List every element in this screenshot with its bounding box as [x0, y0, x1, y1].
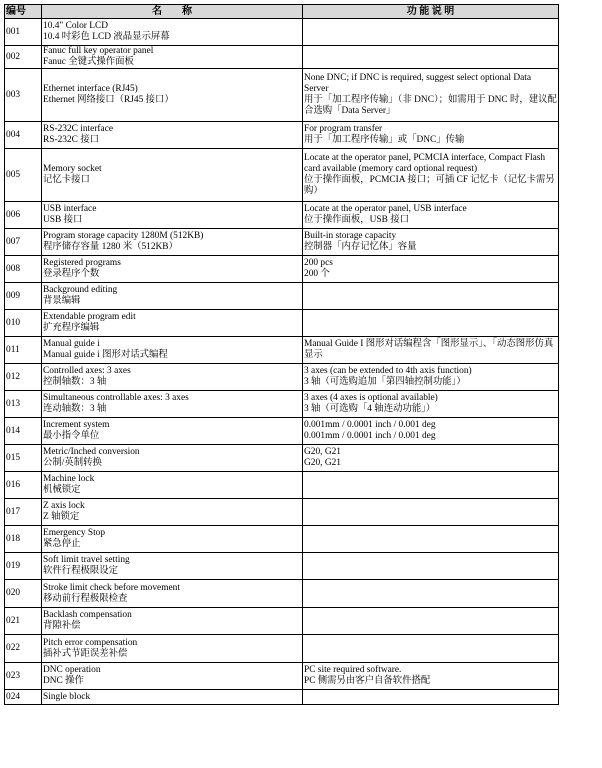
item-name-cell	[42, 69, 303, 122]
row-number: 002	[5, 46, 42, 69]
function-cell	[303, 122, 559, 149]
item-name-line: 机械锁定	[43, 485, 81, 495]
table-row	[5, 472, 559, 499]
item-name-line: 10.4 吋彩色 LCD 液晶显示屏幕	[43, 32, 170, 42]
item-name-line: Backlash compensation	[43, 610, 132, 620]
item-name-line: RS-232C 接口	[43, 135, 99, 145]
row-number: 021	[5, 608, 42, 635]
table-row	[5, 391, 559, 418]
item-name-cell	[42, 663, 303, 690]
table-row	[5, 283, 559, 310]
function-cell	[303, 149, 559, 202]
item-name-cell	[42, 635, 303, 663]
function-line: For program transfer	[304, 124, 383, 134]
item-name-line: 背景编辑	[43, 296, 81, 306]
row-number: 012	[5, 364, 42, 391]
header-name: 名 称	[42, 5, 303, 19]
item-name-line: 连动轴数：3 轴	[43, 404, 107, 414]
row-number: 020	[5, 580, 42, 608]
item-name-line: 扩充程序编辑	[43, 323, 100, 333]
item-name-line: Background editing	[43, 285, 118, 295]
table-row	[5, 256, 559, 283]
item-name-cell	[42, 364, 303, 391]
item-name-cell	[42, 391, 303, 418]
item-name-line: RS-232C interface	[43, 124, 114, 134]
item-name-line: DNC 操作	[43, 676, 84, 686]
function-cell	[303, 499, 559, 526]
item-name-cell	[42, 337, 303, 364]
function-cell	[303, 310, 559, 337]
item-name-cell	[42, 256, 303, 283]
function-line: None DNC; if DNC is required, suggest select optional Data Server	[304, 73, 532, 94]
item-name-line: Single block	[43, 691, 91, 702]
item-name-cell	[42, 202, 303, 229]
function-cell	[303, 635, 559, 663]
function-cell	[303, 608, 559, 635]
row-number: 008	[5, 256, 42, 283]
table-row	[5, 499, 559, 526]
item-name-line: 软件行程极限设定	[43, 566, 119, 576]
item-name-line: Stroke limit check before movement	[43, 582, 180, 593]
row-number: 009	[5, 283, 42, 310]
header-function: 功 能 说 明	[303, 5, 559, 19]
item-name-line: Z 轴锁定	[43, 512, 80, 522]
function-line: 200 pcs	[304, 258, 333, 268]
function-cell	[303, 69, 559, 122]
row-number: 015	[5, 445, 42, 472]
table-row	[5, 526, 559, 553]
item-name-cell	[42, 46, 303, 69]
item-name-line: 控制轴数：3 轴	[43, 377, 107, 387]
item-name-line: Registered programs	[43, 258, 121, 268]
item-name-cell	[42, 526, 303, 553]
table-row	[5, 418, 559, 445]
item-name-line: Memory socket	[43, 164, 102, 174]
item-name-line: 公制/英制转换	[43, 458, 102, 468]
function-line: G20, G21	[304, 447, 341, 457]
function-line: 3 轴（可选购追加「第四轴控制功能」）	[304, 377, 466, 387]
table-row	[5, 608, 559, 635]
function-cell	[303, 553, 559, 580]
function-cell	[303, 391, 559, 418]
item-name-line: Manual guide i	[43, 339, 100, 349]
item-name-cell	[42, 445, 303, 472]
row-number: 013	[5, 391, 42, 418]
item-name-line: 程序储存容量 1280 米（512KB）	[43, 242, 178, 252]
table-row	[5, 553, 559, 580]
item-name-cell	[42, 580, 303, 608]
function-cell	[303, 526, 559, 553]
function-cell	[303, 202, 559, 229]
header-num: 编号	[5, 5, 42, 19]
function-line: 0.001mm / 0.0001 inch / 0.001 deg	[304, 420, 436, 430]
item-name-line: Soft limit travel setting	[43, 555, 130, 565]
item-name-cell	[42, 310, 303, 337]
table-row	[5, 690, 559, 705]
row-number: 024	[5, 690, 42, 705]
item-name-cell	[42, 283, 303, 310]
table-row	[5, 46, 559, 69]
table-row	[5, 229, 559, 256]
function-line: 200 个	[304, 269, 330, 279]
spec-table	[4, 4, 559, 705]
row-number: 004	[5, 122, 42, 149]
function-line: Manual Guide I 图形对话编程含「图形显示」、「动态图形仿真显示	[304, 339, 554, 360]
row-number: 005	[5, 149, 42, 202]
item-name-line: Ethernet 网络接口（RJ45 接口）	[43, 95, 174, 105]
table-row	[5, 580, 559, 608]
row-number: 003	[5, 69, 42, 122]
item-name-cell	[42, 608, 303, 635]
item-name-cell	[42, 418, 303, 445]
table-row	[5, 663, 559, 690]
table-row	[5, 69, 559, 122]
row-number: 023	[5, 663, 42, 690]
item-name-line: 背隙补偿	[43, 621, 81, 631]
function-cell	[303, 46, 559, 69]
item-name-line: Z axis lock	[43, 501, 85, 511]
item-name-line: Emergency Stop	[43, 528, 106, 538]
function-line: 位于操作面板，PCMCIA 接口；可插 CF 记忆卡（记忆卡需另购）	[304, 175, 555, 196]
function-cell	[303, 364, 559, 391]
row-number: 022	[5, 635, 42, 663]
row-number: 001	[5, 19, 42, 46]
table-row	[5, 122, 559, 149]
item-name-line: Fanuc full key operator panel	[43, 46, 154, 56]
item-name-cell	[42, 472, 303, 499]
item-name-line: Pitch error compensation	[43, 637, 138, 648]
function-cell	[303, 418, 559, 445]
item-name-line: Metric/Inched conversion	[43, 447, 140, 457]
table-row	[5, 310, 559, 337]
item-name-line: USB 接口	[43, 215, 83, 225]
table-row	[5, 202, 559, 229]
function-line: Locate at the operator panel, USB interface	[304, 204, 467, 214]
item-name-line: Extendable program edit	[43, 312, 136, 322]
item-name-line: 登录程序个数	[43, 269, 100, 279]
item-name-cell	[42, 122, 303, 149]
item-name-line: Ethernet interface (RJ45)	[43, 84, 138, 94]
item-name-cell	[42, 690, 303, 705]
item-name-cell	[42, 553, 303, 580]
item-name-line: Manual guide i 图形对话式编程	[43, 350, 168, 360]
spec-sheet	[4, 4, 558, 705]
function-cell	[303, 580, 559, 608]
function-line: 3 轴（可选购「4 轴连动功能」）	[304, 404, 436, 414]
row-number: 011	[5, 337, 42, 364]
function-cell	[303, 283, 559, 310]
item-name-line: Program storage capacity 1280M (512KB)	[43, 231, 204, 241]
function-line: 用于「加工程序传输」或「DNC」传输	[304, 135, 465, 145]
item-name-line: 紧急停止	[43, 539, 81, 549]
function-line: 用于「加工程序传输」（非 DNC）；如需用于 DNC 时，建议配合选购「Data Server」	[304, 95, 557, 116]
header-row	[5, 5, 559, 19]
item-name-line: DNC operation	[43, 665, 101, 675]
spec-body	[5, 19, 559, 705]
function-line: G20, G21	[304, 458, 341, 468]
function-line: 位于操作面板，USB 接口	[304, 215, 409, 225]
item-name-line: Controlled axes: 3 axes	[43, 366, 131, 376]
table-row	[5, 445, 559, 472]
function-cell	[303, 337, 559, 364]
function-line: 控制器「内存记忆体」容量	[304, 242, 417, 252]
row-number: 007	[5, 229, 42, 256]
function-cell	[303, 256, 559, 283]
row-number: 019	[5, 553, 42, 580]
item-name-line: Increment system	[43, 420, 110, 430]
item-name-line: 插补式节距误差补偿	[43, 648, 128, 659]
function-line: 3 axes (4 axes is optional available)	[304, 393, 438, 403]
function-line: Built-in storage capacity	[304, 231, 397, 241]
function-cell	[303, 19, 559, 46]
function-cell	[303, 663, 559, 690]
item-name-line: USB interface	[43, 204, 97, 214]
item-name-line: 记忆卡接口	[43, 175, 90, 185]
item-name-line: 移动前行程极限检查	[43, 593, 128, 604]
function-line: 0.001mm / 0.0001 inch / 0.001 deg	[304, 431, 436, 441]
item-name-cell	[42, 149, 303, 202]
item-name-cell	[42, 499, 303, 526]
row-number: 017	[5, 499, 42, 526]
function-line: 3 axes (can be extended to 4th axis function)	[304, 366, 472, 376]
item-name-line: Machine lock	[43, 474, 95, 484]
row-number: 014	[5, 418, 42, 445]
row-number: 018	[5, 526, 42, 553]
table-row	[5, 337, 559, 364]
item-name-cell	[42, 229, 303, 256]
function-cell	[303, 472, 559, 499]
function-line: PC site required software.	[304, 665, 402, 675]
item-name-line: Fanuc 全键式操作面板	[43, 57, 134, 67]
function-line: PC 侧需另由客户自备软件搭配	[304, 676, 431, 686]
row-number: 016	[5, 472, 42, 499]
item-name-cell	[42, 19, 303, 46]
row-number: 010	[5, 310, 42, 337]
item-name-line: Simultaneous controllable axes: 3 axes	[43, 393, 189, 403]
table-row	[5, 149, 559, 202]
table-row	[5, 19, 559, 46]
item-name-line: 10.4" Color LCD	[43, 21, 109, 31]
function-cell	[303, 690, 559, 705]
table-row	[5, 364, 559, 391]
table-row	[5, 635, 559, 663]
function-line: Locate at the operator panel, PCMCIA interface, Compact Flash card available (memory card optional request)	[304, 153, 546, 174]
function-cell	[303, 445, 559, 472]
function-cell	[303, 229, 559, 256]
item-name-line: 最小指令单位	[43, 431, 100, 441]
row-number: 006	[5, 202, 42, 229]
